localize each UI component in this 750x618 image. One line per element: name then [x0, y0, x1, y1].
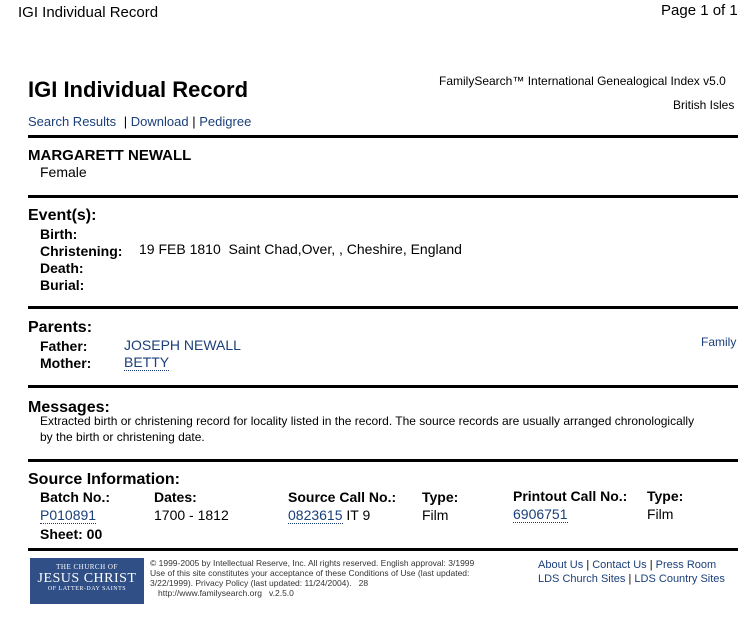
- divider: [28, 135, 738, 138]
- copyright-line-4: http://www.familysearch.org v.2.5.0: [158, 588, 294, 598]
- printout-call-link[interactable]: 6906751: [513, 506, 568, 522]
- message-line-2: by the birth or christening date.: [40, 430, 205, 444]
- logo-line-2: JESUS CHRIST: [37, 571, 137, 586]
- batch-label: Batch No.:: [40, 489, 110, 505]
- person-name: MARGARETT NEWALL: [28, 147, 192, 164]
- mother-label: Mother:: [40, 355, 92, 371]
- person-sex: Female: [40, 164, 87, 180]
- copyright-line-2: Use of this site constitutes your acceptance of these Conditions of Use (last updated:: [150, 568, 470, 578]
- birth-label: Birth:: [40, 226, 78, 242]
- product-name: FamilySearch™ International Genealogical Index v5.0: [439, 74, 726, 88]
- nav-separator: |: [192, 114, 196, 129]
- divider: [28, 195, 738, 198]
- events-heading: Event(s):: [28, 207, 97, 224]
- footer-links: [538, 558, 725, 586]
- divider: [28, 459, 738, 462]
- dates-value: 1700 - 1812: [154, 507, 229, 523]
- divider: [28, 385, 738, 388]
- parents-heading: Parents:: [28, 319, 93, 336]
- source-call-link[interactable]: 0823615: [288, 507, 343, 523]
- sheet-label: Sheet: 00: [40, 526, 103, 542]
- source-call-value: [288, 507, 370, 523]
- logo-line-3: OF LATTER-DAY SAINTS: [47, 586, 127, 592]
- death-label: Death:: [40, 260, 84, 276]
- pedigree-link[interactable]: Pedigree: [199, 114, 252, 129]
- copyright-line-3: 3/22/1999). Privacy Policy (last updated: 11/24/2004). 28: [150, 578, 369, 588]
- family-link[interactable]: Family: [701, 335, 737, 349]
- father-label: Father:: [40, 338, 88, 354]
- dates-label: Dates:: [154, 489, 197, 505]
- divider: [28, 306, 738, 309]
- copyright-line-1: © 1999-2005 by Intellectual Reserve, Inc. All rights reserved. English approval: 3/1999: [150, 558, 475, 568]
- father-link[interactable]: JOSEPH NEWALL: [124, 337, 241, 353]
- burial-label: Burial:: [40, 277, 85, 293]
- copyright-block: [150, 558, 474, 598]
- divider: [28, 548, 738, 551]
- type2-value: Film: [647, 506, 674, 522]
- type-label: Type:: [422, 489, 459, 505]
- footer-separator: |: [628, 573, 632, 585]
- footer-separator: |: [649, 559, 653, 571]
- batch-link[interactable]: P010891: [40, 507, 97, 523]
- christening-label: Christening:: [40, 243, 123, 259]
- type-value: Film: [422, 507, 449, 523]
- page-title: IGI Individual Record: [28, 77, 249, 102]
- printout-call-label: Printout Call No.:: [513, 488, 628, 504]
- nav-bar: [28, 114, 251, 129]
- search-results-link[interactable]: Search Results: [28, 114, 117, 129]
- christening-value: 19 FEB 1810 Saint Chad,Over, , Cheshire, England: [139, 241, 462, 257]
- lds-country-sites-link[interactable]: LDS Country Sites: [634, 573, 725, 585]
- logo-line-1: THE CHURCH OF: [56, 563, 118, 571]
- about-us-link[interactable]: About Us: [538, 559, 584, 571]
- nav-separator: |: [123, 114, 128, 129]
- source-call-label: Source Call No.:: [288, 489, 397, 505]
- source-heading: Source Information:: [28, 471, 181, 488]
- type2-label: Type:: [647, 488, 684, 504]
- footer-separator: |: [586, 559, 590, 571]
- contact-us-link[interactable]: Contact Us: [592, 559, 647, 571]
- press-room-link[interactable]: Press Room: [655, 559, 717, 571]
- page-number: Page 1 of 1: [661, 2, 738, 19]
- source-call-suffix: IT 9: [342, 507, 371, 523]
- church-logo[interactable]: [30, 558, 144, 604]
- print-title: IGI Individual Record: [18, 4, 159, 21]
- mother-link[interactable]: BETTY: [124, 354, 170, 370]
- messages-heading: Messages:: [28, 399, 110, 416]
- region-label: British Isles: [673, 98, 735, 112]
- lds-church-sites-link[interactable]: LDS Church Sites: [538, 573, 626, 585]
- message-line-1: Extracted birth or christening record for locality listed in the record. The source records are usually arranged chronologically: [40, 414, 695, 428]
- download-link[interactable]: Download: [130, 114, 189, 129]
